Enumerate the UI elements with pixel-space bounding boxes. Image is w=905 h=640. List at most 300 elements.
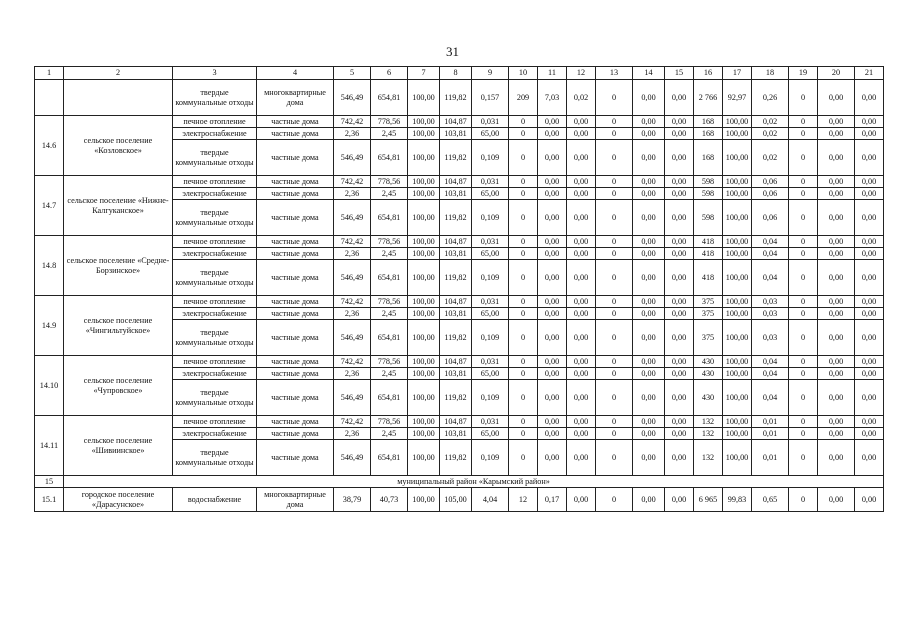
table-row xyxy=(35,296,884,308)
value-cell: 0,00 xyxy=(665,320,694,356)
resource-type: твердые коммунальные отходы xyxy=(173,380,257,416)
value-cell: 0 xyxy=(596,416,633,428)
value-cell: 0,00 xyxy=(818,320,855,356)
value-cell: 0,00 xyxy=(818,416,855,428)
consumer-type: многоквартирные дома xyxy=(257,80,334,116)
value-cell: 0,00 xyxy=(855,296,884,308)
value-cell: 0 xyxy=(596,236,633,248)
value-cell: 103,81 xyxy=(440,368,472,380)
value-cell: 0,00 xyxy=(855,188,884,200)
value-cell: 0,00 xyxy=(633,380,665,416)
value-cell: 0 xyxy=(509,140,538,176)
value-cell: 0,03 xyxy=(752,308,789,320)
value-cell: 0,00 xyxy=(818,236,855,248)
value-cell: 104,87 xyxy=(440,296,472,308)
column-number: 12 xyxy=(567,67,596,80)
settlement-name xyxy=(64,80,173,116)
value-cell: 168 xyxy=(694,140,723,176)
value-cell: 0,00 xyxy=(855,440,884,476)
value-cell: 100,00 xyxy=(408,140,440,176)
value-cell: 100,00 xyxy=(723,128,752,140)
value-cell: 0,00 xyxy=(855,416,884,428)
value-cell: 0 xyxy=(596,188,633,200)
value-cell: 0,00 xyxy=(818,116,855,128)
value-cell: 0 xyxy=(789,440,818,476)
value-cell: 0,00 xyxy=(665,188,694,200)
column-number: 6 xyxy=(371,67,408,80)
value-cell: 0 xyxy=(596,320,633,356)
resource-type: печное отопление xyxy=(173,296,257,308)
value-cell: 0,00 xyxy=(633,320,665,356)
column-number: 7 xyxy=(408,67,440,80)
value-cell: 598 xyxy=(694,200,723,236)
value-cell: 0 xyxy=(789,380,818,416)
value-cell: 778,56 xyxy=(371,356,408,368)
value-cell: 0,00 xyxy=(567,440,596,476)
value-cell: 0,00 xyxy=(567,320,596,356)
table-row xyxy=(35,80,884,116)
section-title: муниципальный район «Карымский район» xyxy=(64,476,884,488)
value-cell: 546,49 xyxy=(334,320,371,356)
value-cell: 0 xyxy=(789,200,818,236)
value-cell: 103,81 xyxy=(440,248,472,260)
value-cell: 0,00 xyxy=(633,296,665,308)
resource-type: электроснабжение xyxy=(173,308,257,320)
value-cell: 0,00 xyxy=(855,380,884,416)
resource-type: печное отопление xyxy=(173,176,257,188)
value-cell: 0 xyxy=(789,248,818,260)
value-cell: 2,45 xyxy=(371,128,408,140)
value-cell: 742,42 xyxy=(334,416,371,428)
consumer-type: частные дома xyxy=(257,296,334,308)
consumer-type: частные дома xyxy=(257,320,334,356)
value-cell: 0 xyxy=(509,248,538,260)
value-cell: 0,00 xyxy=(567,296,596,308)
value-cell: 0,04 xyxy=(752,236,789,248)
value-cell: 103,81 xyxy=(440,428,472,440)
settlement-name: сельское поселение «Чупровское» xyxy=(64,356,173,416)
value-cell: 168 xyxy=(694,128,723,140)
value-cell: 105,00 xyxy=(440,488,472,512)
value-cell: 0,00 xyxy=(567,416,596,428)
value-cell: 100,00 xyxy=(408,428,440,440)
value-cell: 0,04 xyxy=(752,368,789,380)
value-cell: 0 xyxy=(789,428,818,440)
settlement-name: сельское поселение «Нижне-Калгуканское» xyxy=(64,176,173,236)
column-number: 21 xyxy=(855,67,884,80)
value-cell: 119,82 xyxy=(440,200,472,236)
value-cell: 100,00 xyxy=(723,116,752,128)
value-cell: 100,00 xyxy=(408,356,440,368)
value-cell: 0,00 xyxy=(855,308,884,320)
value-cell: 38,79 xyxy=(334,488,371,512)
value-cell: 104,87 xyxy=(440,176,472,188)
value-cell: 0,109 xyxy=(472,200,509,236)
value-cell: 0,01 xyxy=(752,440,789,476)
value-cell: 0,00 xyxy=(567,380,596,416)
value-cell: 0 xyxy=(596,128,633,140)
value-cell: 0,00 xyxy=(633,188,665,200)
value-cell: 0,00 xyxy=(818,80,855,116)
value-cell: 0,00 xyxy=(855,176,884,188)
value-cell: 0,06 xyxy=(752,188,789,200)
value-cell: 0 xyxy=(789,140,818,176)
value-cell: 0 xyxy=(509,296,538,308)
value-cell: 0,04 xyxy=(752,248,789,260)
value-cell: 430 xyxy=(694,368,723,380)
resource-type: электроснабжение xyxy=(173,428,257,440)
value-cell: 0 xyxy=(509,116,538,128)
value-cell: 0,17 xyxy=(538,488,567,512)
consumer-type: частные дома xyxy=(257,128,334,140)
value-cell: 0,00 xyxy=(538,260,567,296)
column-number: 19 xyxy=(789,67,818,80)
consumer-type: частные дома xyxy=(257,440,334,476)
value-cell: 778,56 xyxy=(371,296,408,308)
consumer-type: частные дома xyxy=(257,176,334,188)
value-cell: 103,81 xyxy=(440,188,472,200)
value-cell: 0,00 xyxy=(818,188,855,200)
value-cell: 2,36 xyxy=(334,188,371,200)
value-cell: 2,45 xyxy=(371,248,408,260)
value-cell: 0 xyxy=(789,320,818,356)
value-cell: 0 xyxy=(596,296,633,308)
resource-type: твердые коммунальные отходы xyxy=(173,440,257,476)
value-cell: 0 xyxy=(509,380,538,416)
value-cell: 0 xyxy=(596,440,633,476)
value-cell: 0 xyxy=(509,416,538,428)
value-cell: 0,031 xyxy=(472,296,509,308)
value-cell: 0,00 xyxy=(538,128,567,140)
value-cell: 2,36 xyxy=(334,248,371,260)
value-cell: 104,87 xyxy=(440,356,472,368)
value-cell: 0,00 xyxy=(818,128,855,140)
value-cell: 0,00 xyxy=(855,248,884,260)
value-cell: 546,49 xyxy=(334,80,371,116)
value-cell: 65,00 xyxy=(472,308,509,320)
value-cell: 0,00 xyxy=(538,308,567,320)
value-cell: 100,00 xyxy=(408,260,440,296)
value-cell: 0,00 xyxy=(665,128,694,140)
value-cell: 103,81 xyxy=(440,308,472,320)
row-id: 14.6 xyxy=(35,116,64,176)
resource-type: электроснабжение xyxy=(173,248,257,260)
value-cell: 0,00 xyxy=(665,428,694,440)
value-cell: 2,45 xyxy=(371,188,408,200)
value-cell: 0,00 xyxy=(633,488,665,512)
value-cell: 119,82 xyxy=(440,140,472,176)
value-cell: 0,109 xyxy=(472,380,509,416)
value-cell: 119,82 xyxy=(440,320,472,356)
row-id: 14.7 xyxy=(35,176,64,236)
value-cell: 0,00 xyxy=(538,416,567,428)
value-cell: 0,00 xyxy=(633,200,665,236)
value-cell: 742,42 xyxy=(334,176,371,188)
value-cell: 0,00 xyxy=(633,116,665,128)
value-cell: 0,00 xyxy=(855,260,884,296)
value-cell: 0 xyxy=(509,128,538,140)
value-cell: 0 xyxy=(789,296,818,308)
resource-type: твердые коммунальные отходы xyxy=(173,260,257,296)
value-cell: 654,81 xyxy=(371,380,408,416)
value-cell: 546,49 xyxy=(334,440,371,476)
tariff-table xyxy=(34,66,884,512)
value-cell: 0,00 xyxy=(567,176,596,188)
value-cell: 65,00 xyxy=(472,128,509,140)
value-cell: 0,00 xyxy=(665,236,694,248)
value-cell: 0,031 xyxy=(472,356,509,368)
value-cell: 0 xyxy=(789,128,818,140)
table-row xyxy=(35,176,884,188)
value-cell: 0,00 xyxy=(665,296,694,308)
page-number: 31 xyxy=(446,44,459,59)
value-cell: 0,00 xyxy=(818,140,855,176)
column-number: 16 xyxy=(694,67,723,80)
value-cell: 0,00 xyxy=(665,308,694,320)
value-cell: 0,02 xyxy=(752,128,789,140)
value-cell: 7,03 xyxy=(538,80,567,116)
value-cell: 100,00 xyxy=(408,128,440,140)
value-cell: 100,00 xyxy=(408,380,440,416)
value-cell: 418 xyxy=(694,260,723,296)
value-cell: 0,00 xyxy=(538,428,567,440)
value-cell: 742,42 xyxy=(334,236,371,248)
value-cell: 100,00 xyxy=(408,200,440,236)
section-id: 15 xyxy=(35,476,64,488)
resource-type: электроснабжение xyxy=(173,368,257,380)
value-cell: 65,00 xyxy=(472,188,509,200)
value-cell: 103,81 xyxy=(440,128,472,140)
value-cell: 100,00 xyxy=(408,236,440,248)
value-cell: 418 xyxy=(694,248,723,260)
consumer-type: частные дома xyxy=(257,116,334,128)
column-number: 2 xyxy=(64,67,173,80)
value-cell: 0,00 xyxy=(567,308,596,320)
value-cell: 0,00 xyxy=(633,308,665,320)
value-cell: 0,00 xyxy=(633,428,665,440)
value-cell: 0,00 xyxy=(665,368,694,380)
value-cell: 0 xyxy=(789,176,818,188)
value-cell: 0 xyxy=(596,308,633,320)
value-cell: 0 xyxy=(789,188,818,200)
value-cell: 0,03 xyxy=(752,320,789,356)
value-cell: 778,56 xyxy=(371,236,408,248)
value-cell: 119,82 xyxy=(440,80,472,116)
value-cell: 100,00 xyxy=(408,320,440,356)
value-cell: 100,00 xyxy=(408,80,440,116)
value-cell: 0,00 xyxy=(818,428,855,440)
value-cell: 100,00 xyxy=(723,320,752,356)
value-cell: 2,45 xyxy=(371,428,408,440)
table-row xyxy=(35,488,884,512)
value-cell: 100,00 xyxy=(408,248,440,260)
consumer-type: частные дома xyxy=(257,188,334,200)
row-id: 14.9 xyxy=(35,296,64,356)
value-cell: 0,00 xyxy=(538,440,567,476)
value-cell: 92,97 xyxy=(723,80,752,116)
value-cell: 65,00 xyxy=(472,368,509,380)
column-number: 5 xyxy=(334,67,371,80)
value-cell: 0,00 xyxy=(633,416,665,428)
value-cell: 0 xyxy=(596,260,633,296)
value-cell: 0,03 xyxy=(752,296,789,308)
value-cell: 0 xyxy=(596,428,633,440)
value-cell: 418 xyxy=(694,236,723,248)
column-number: 1 xyxy=(35,67,64,80)
value-cell: 742,42 xyxy=(334,116,371,128)
value-cell: 0 xyxy=(596,176,633,188)
value-cell: 0,00 xyxy=(567,368,596,380)
value-cell: 0,00 xyxy=(818,296,855,308)
value-cell: 0,02 xyxy=(567,80,596,116)
value-cell: 742,42 xyxy=(334,356,371,368)
value-cell: 0 xyxy=(509,260,538,296)
value-cell: 0,04 xyxy=(752,380,789,416)
resource-type: твердые коммунальные отходы xyxy=(173,200,257,236)
value-cell: 100,00 xyxy=(408,416,440,428)
value-cell: 0,00 xyxy=(567,128,596,140)
table-row xyxy=(35,356,884,368)
value-cell: 0,00 xyxy=(855,128,884,140)
value-cell: 0 xyxy=(509,200,538,236)
value-cell: 0,00 xyxy=(818,488,855,512)
value-cell: 0,00 xyxy=(855,428,884,440)
row-id xyxy=(35,80,64,116)
settlement-name: сельское поселение «Шивиинское» xyxy=(64,416,173,476)
value-cell: 0,06 xyxy=(752,200,789,236)
consumer-type: частные дома xyxy=(257,368,334,380)
value-cell: 104,87 xyxy=(440,116,472,128)
value-cell: 0,00 xyxy=(538,368,567,380)
value-cell: 132 xyxy=(694,440,723,476)
value-cell: 0 xyxy=(596,116,633,128)
value-cell: 0,00 xyxy=(567,188,596,200)
value-cell: 0 xyxy=(509,428,538,440)
value-cell: 375 xyxy=(694,296,723,308)
value-cell: 0 xyxy=(789,488,818,512)
value-cell: 2,45 xyxy=(371,308,408,320)
row-id: 14.8 xyxy=(35,236,64,296)
value-cell: 375 xyxy=(694,308,723,320)
value-cell: 0,00 xyxy=(665,380,694,416)
value-cell: 0,00 xyxy=(567,356,596,368)
value-cell: 0 xyxy=(789,416,818,428)
value-cell: 0,031 xyxy=(472,236,509,248)
value-cell: 546,49 xyxy=(334,380,371,416)
resource-type: печное отопление xyxy=(173,116,257,128)
value-cell: 132 xyxy=(694,416,723,428)
column-number: 17 xyxy=(723,67,752,80)
column-number: 18 xyxy=(752,67,789,80)
value-cell: 100,00 xyxy=(723,428,752,440)
value-cell: 99,83 xyxy=(723,488,752,512)
value-cell: 40,73 xyxy=(371,488,408,512)
value-cell: 0,00 xyxy=(567,428,596,440)
value-cell: 100,00 xyxy=(408,188,440,200)
value-cell: 100,00 xyxy=(723,308,752,320)
data-table-container xyxy=(34,66,884,512)
resource-type: водоснабжение xyxy=(173,488,257,512)
value-cell: 0,157 xyxy=(472,80,509,116)
value-cell: 0,00 xyxy=(538,116,567,128)
value-cell: 0,00 xyxy=(538,248,567,260)
value-cell: 0,00 xyxy=(855,200,884,236)
value-cell: 546,49 xyxy=(334,260,371,296)
value-cell: 0,00 xyxy=(818,368,855,380)
column-number-row xyxy=(35,67,884,80)
value-cell: 654,81 xyxy=(371,320,408,356)
column-number: 15 xyxy=(665,67,694,80)
value-cell: 0 xyxy=(789,368,818,380)
value-cell: 100,00 xyxy=(408,440,440,476)
row-id: 14.11 xyxy=(35,416,64,476)
value-cell: 0,00 xyxy=(855,320,884,356)
value-cell: 119,82 xyxy=(440,440,472,476)
value-cell: 598 xyxy=(694,188,723,200)
value-cell: 0,04 xyxy=(752,356,789,368)
value-cell: 100,00 xyxy=(408,368,440,380)
value-cell: 0,00 xyxy=(538,236,567,248)
value-cell: 0,00 xyxy=(855,80,884,116)
value-cell: 0 xyxy=(789,308,818,320)
value-cell: 0 xyxy=(789,260,818,296)
value-cell: 0,00 xyxy=(818,248,855,260)
value-cell: 100,00 xyxy=(723,380,752,416)
value-cell: 0,00 xyxy=(567,140,596,176)
value-cell: 0 xyxy=(596,200,633,236)
value-cell: 0 xyxy=(596,248,633,260)
value-cell: 778,56 xyxy=(371,116,408,128)
value-cell: 0 xyxy=(509,188,538,200)
section-row xyxy=(35,476,884,488)
value-cell: 0,00 xyxy=(633,80,665,116)
value-cell: 778,56 xyxy=(371,416,408,428)
value-cell: 0,00 xyxy=(538,140,567,176)
value-cell: 0,00 xyxy=(818,200,855,236)
value-cell: 546,49 xyxy=(334,140,371,176)
value-cell: 0,00 xyxy=(633,140,665,176)
value-cell: 375 xyxy=(694,320,723,356)
value-cell: 0 xyxy=(509,368,538,380)
settlement-name: сельское поселение «Средне-Борзинское» xyxy=(64,236,173,296)
value-cell: 0,109 xyxy=(472,440,509,476)
value-cell: 0,109 xyxy=(472,140,509,176)
resource-type: твердые коммунальные отходы xyxy=(173,80,257,116)
value-cell: 0 xyxy=(596,356,633,368)
consumer-type: частные дома xyxy=(257,308,334,320)
value-cell: 654,81 xyxy=(371,440,408,476)
column-number: 20 xyxy=(818,67,855,80)
value-cell: 2,36 xyxy=(334,128,371,140)
resource-type: твердые коммунальные отходы xyxy=(173,140,257,176)
value-cell: 0,00 xyxy=(633,128,665,140)
value-cell: 0,00 xyxy=(665,140,694,176)
value-cell: 0,00 xyxy=(633,356,665,368)
value-cell: 0,00 xyxy=(665,260,694,296)
value-cell: 0 xyxy=(596,368,633,380)
value-cell: 0 xyxy=(789,236,818,248)
table-row xyxy=(35,116,884,128)
value-cell: 100,00 xyxy=(408,488,440,512)
value-cell: 0,06 xyxy=(752,176,789,188)
resource-type: печное отопление xyxy=(173,236,257,248)
value-cell: 0,00 xyxy=(665,116,694,128)
value-cell: 0,00 xyxy=(855,140,884,176)
value-cell: 0 xyxy=(789,356,818,368)
value-cell: 0 xyxy=(596,380,633,416)
value-cell: 0,00 xyxy=(665,440,694,476)
value-cell: 654,81 xyxy=(371,80,408,116)
